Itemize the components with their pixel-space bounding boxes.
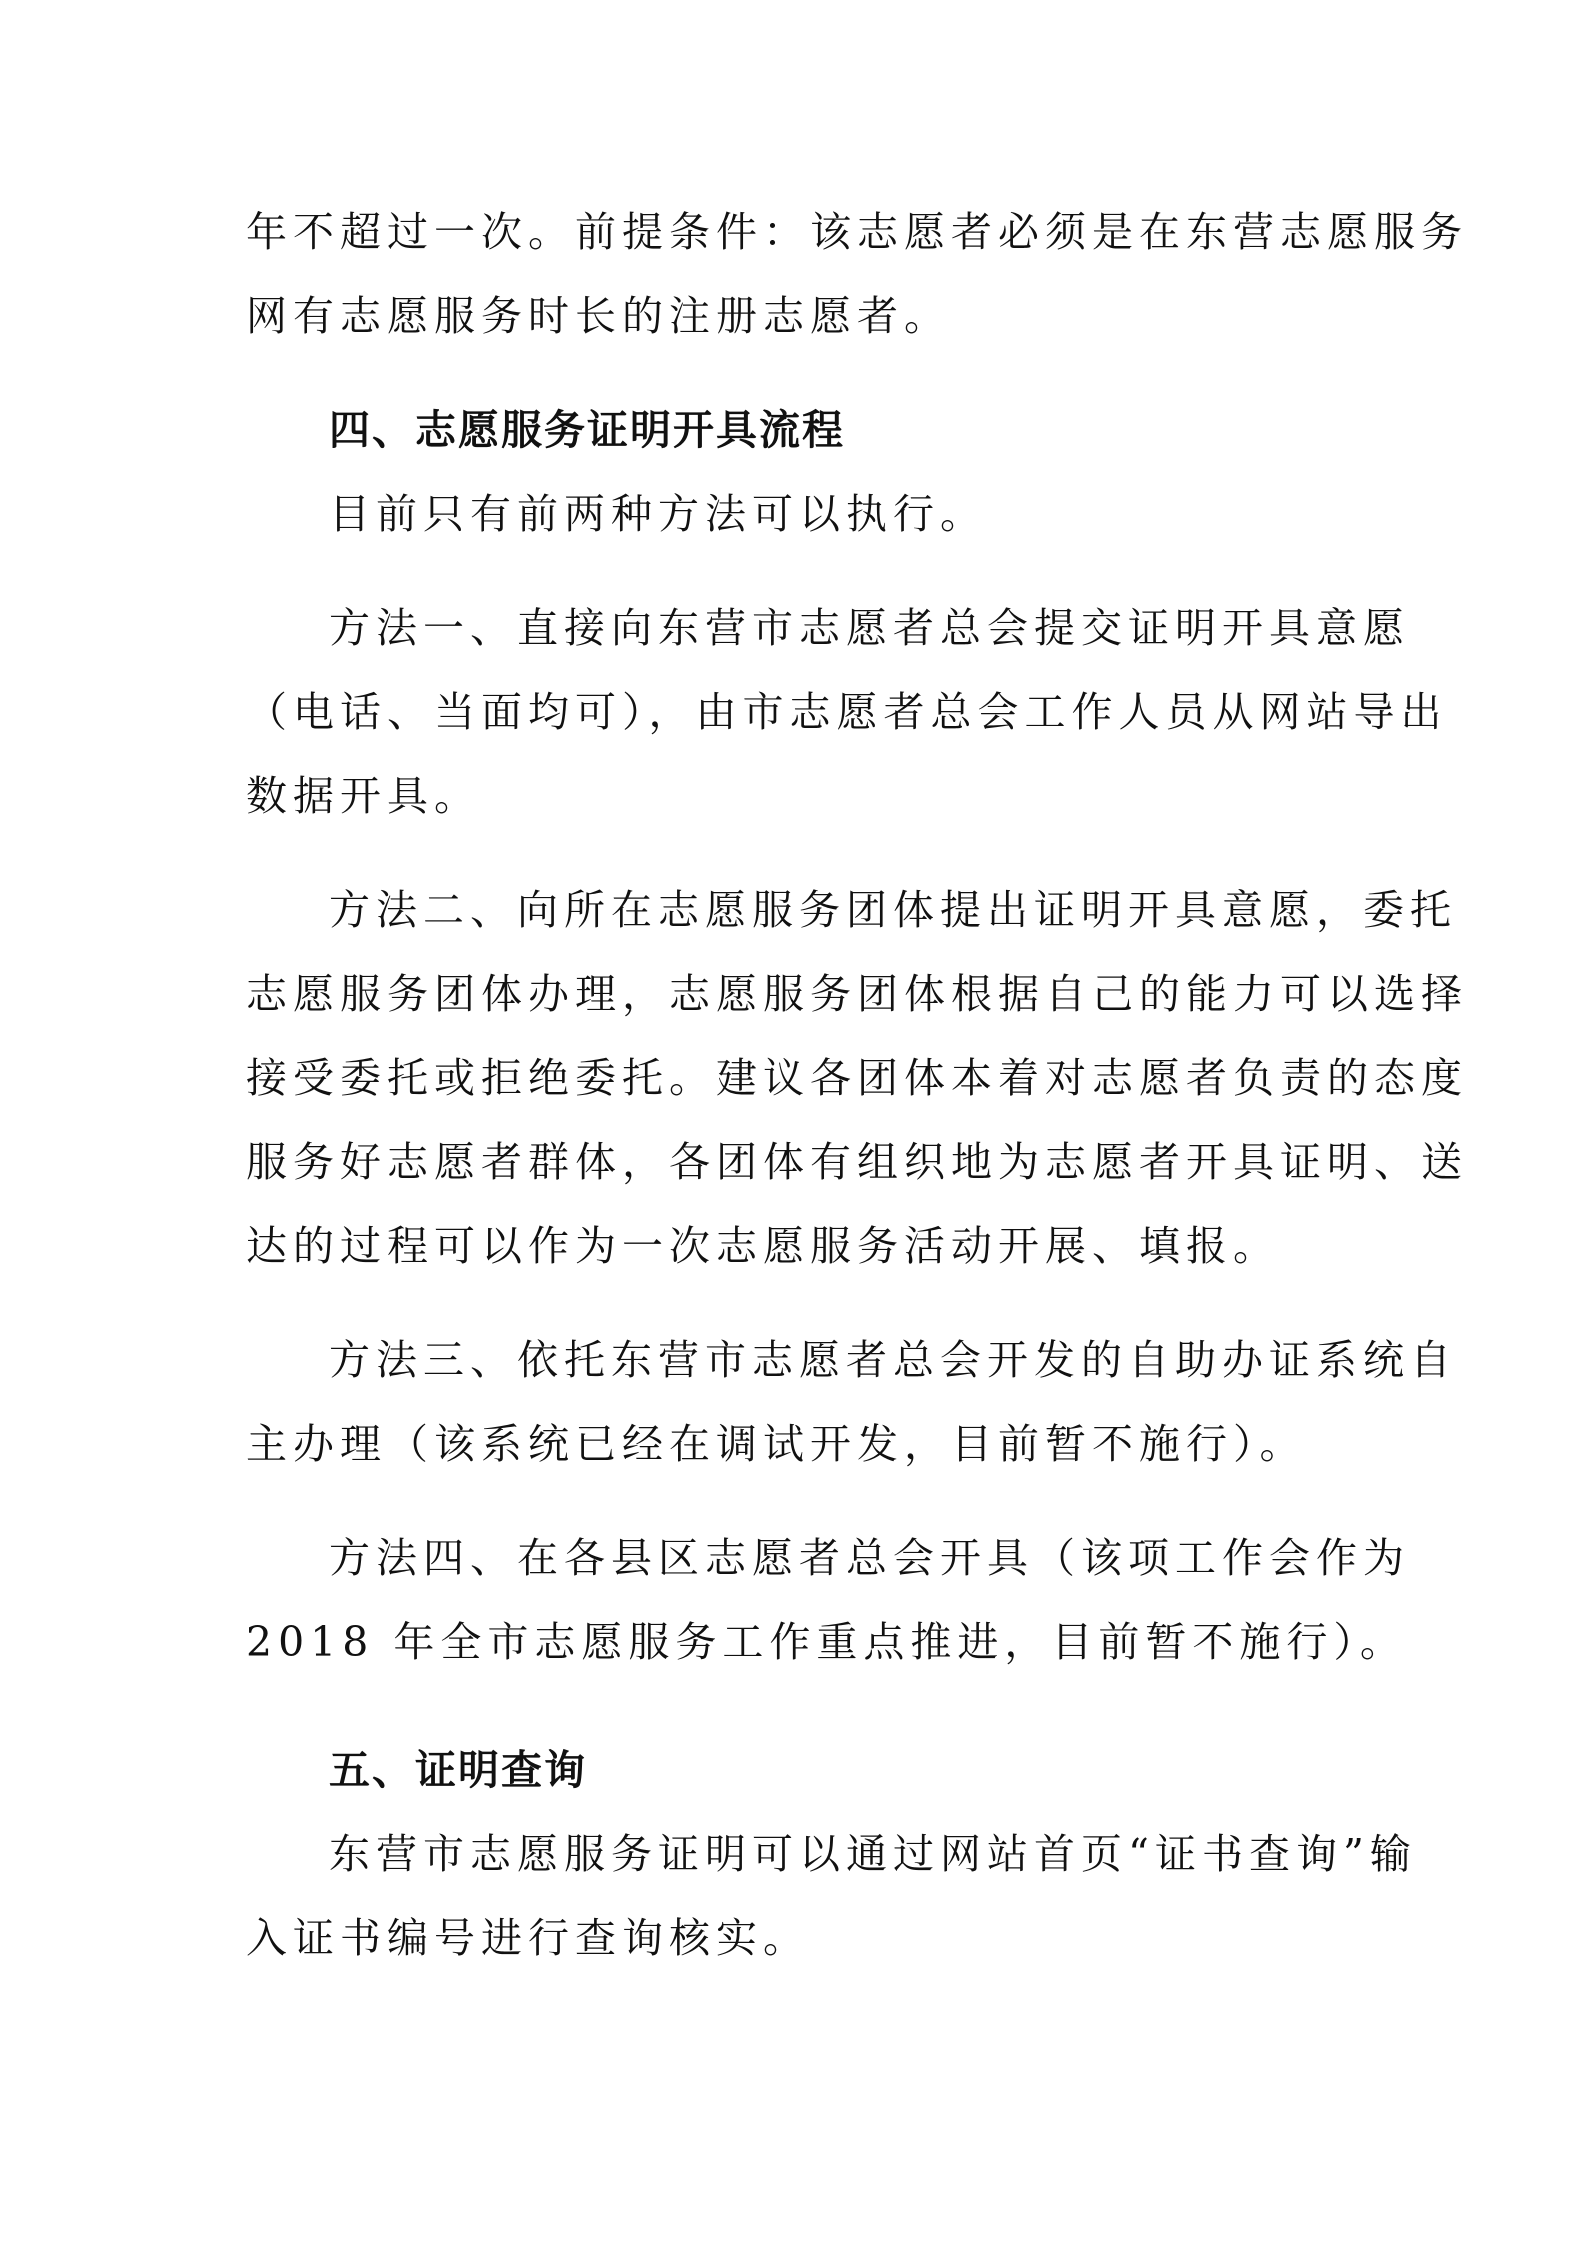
paragraph-line: 志愿服务团体办理，志愿服务团体根据自己的能力可以选择 — [246, 970, 1468, 1018]
paragraph-line: 方法一、直接向东营市志愿者总会提交证明开具意愿 — [329, 604, 1410, 652]
paragraph-line: 达的过程可以作为一次志愿服务活动开展、填报。 — [246, 1222, 1280, 1270]
paragraph-line: 数据开具。 — [246, 772, 481, 820]
section-heading-4: 四、志愿服务证明开具流程 — [329, 406, 845, 454]
paragraph-line: 方法二、向所在志愿服务团体提出证明开具意愿，委托 — [329, 886, 1457, 934]
paragraph-line: 方法三、依托东营市志愿者总会开发的自助办证系统自 — [329, 1336, 1457, 1384]
paragraph-line: 东营市志愿服务证明可以通过网站首页“证书查询”输 — [329, 1830, 1417, 1878]
paragraph-line: （电话、当面均可），由市志愿者总会工作人员从网站导出 — [246, 688, 1448, 736]
paragraph-line: 主办理（该系统已经在调试开发，目前暂不施行）。 — [246, 1420, 1307, 1468]
paragraph-line: 网有志愿服务时长的注册志愿者。 — [246, 292, 951, 340]
paragraph-line: 2018 年全市志愿服务工作重点推进，目前暂不施行）。 — [246, 1618, 1407, 1666]
paragraph-line: 服务好志愿者群体，各团体有组织地为志愿者开具证明、送 — [246, 1138, 1468, 1186]
paragraph-line: 目前只有前两种方法可以执行。 — [329, 490, 987, 538]
paragraph-line: 方法四、在各县区志愿者总会开具（该项工作会作为 — [329, 1534, 1410, 1582]
paragraph-line: 年不超过一次。前提条件：该志愿者必须是在东营志愿服务 — [246, 208, 1468, 256]
section-heading-5: 五、证明查询 — [329, 1746, 587, 1794]
paragraph-line: 接受委托或拒绝委托。建议各团体本着对志愿者负责的态度 — [246, 1054, 1468, 1102]
paragraph-line: 入证书编号进行查询核实。 — [246, 1914, 810, 1962]
document-body — [246, 190, 1468, 1980]
